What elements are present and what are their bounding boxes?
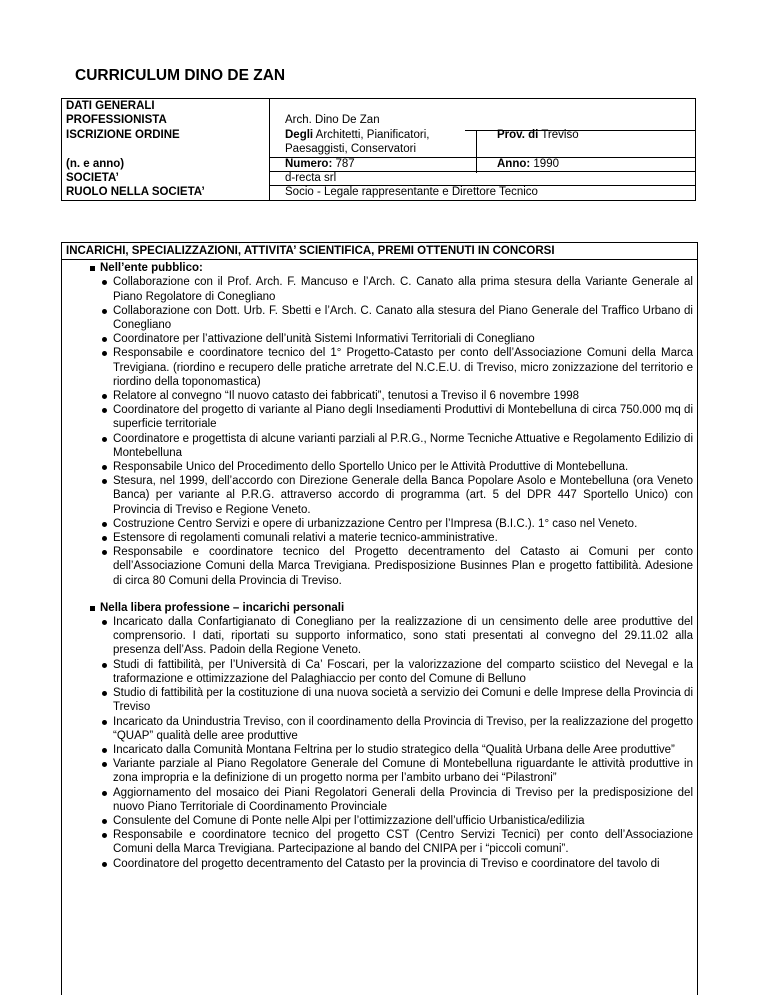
list-item: Responsabile e coordinatore tecnico del Progetto decentramento del Catasto ai Comuni per conto dell’Associazione Comuni della Marca Trevigiana. Predisposizione Businnes Plan e progetto fattibilità. Adesione di circa 80 Comuni della Provincia di Treviso.: [113, 546, 693, 587]
section-title-ente-pubblico: Nell’ente pubblico:: [90, 261, 697, 275]
list-item: Stesura, nel 1999, dell’accordo con Direzione Generale della Banca Popolare Asolo e Montebelluna (ora Veneto Banca) per variante al P.R.G. attraverso accordo di programma (art. 5 del DPR 447 Sportello Unico) con Provincia di Treviso e Regione Veneto.: [113, 475, 693, 516]
list-item: Studio di fattibilità per la costituzione di una nuova società a servizio dei Comuni e delle Imprese della Provincia di Treviso: [113, 687, 693, 714]
professionista-label: PROFESSIONISTA: [66, 114, 167, 127]
societa-label: SOCIETA’: [66, 171, 119, 184]
prov-text: Treviso: [538, 128, 579, 141]
info-values-cell: [270, 99, 696, 201]
list-item: Responsabile Unico del Procedimento dello Sportello Unico per le Attività Produttive di Montebelluna.: [113, 460, 693, 474]
anno-text: 1990: [530, 157, 559, 170]
list-item: Responsabile e coordinatore tecnico del 1° Progetto-Catasto per conto dell’Associazione Comuni della Marca Trevigiana. (riordino e recupero delle pratiche arretrate del N.C.E.U. di Treviso, micro zonizzazione del territorio e riordino della toponomastica): [113, 347, 693, 388]
ente-pubblico-list: [62, 275, 697, 587]
column-divider: [476, 130, 477, 173]
list-item: Responsabile e coordinatore tecnico del progetto CST (Centro Servizi Tecnici) per conto dell’Associazione Comuni della Marca Trevigiana. Partecipazione al bando del CNIPA per i “piccoli comuni”.: [113, 829, 693, 856]
anno-value: [497, 157, 559, 171]
list-item: Coordinatore per l’attivazione dell’unità Sistemi Informativi Territoriali di Conegliano: [113, 332, 693, 346]
general-info-table: [61, 98, 696, 201]
list-item: Incaricato dalla Confartigianato di Conegliano per la realizzazione di un censimento delle aree produttive del comprensorio. I dati, riportati su supporto informatico, sono stati presentati al convegno del 29.11.02 alla presenza dell’Ass. Padoin della Regione Veneto.: [113, 616, 693, 657]
list-item: Relatore al convegno “Il nuovo catasto dei fabbricati”, tenutosi a Treviso il 6 novembre 1998: [113, 389, 693, 403]
list-item: Incaricato dalla Comunità Montana Feltrina per lo studio strategico della “Qualità Urbana delle Aree produttive”: [113, 743, 693, 757]
ordine-line2: Paesaggisti, Conservatori: [285, 143, 417, 156]
numero-divider-top: [269, 157, 696, 158]
dati-generali-label: DATI GENERALI: [66, 100, 155, 112]
ruolo-divider-top: [269, 185, 696, 186]
prov-divider-top: [465, 130, 696, 131]
libera-professione-list: [62, 615, 697, 871]
numero-text: 787: [332, 157, 355, 170]
ordine-bold: Degli: [285, 128, 314, 141]
list-item: Costruzione Centro Servizi e opere di urbanizzazione Centro per l’Impresa (B.I.C.). 1° caso nel Veneto.: [113, 517, 693, 531]
list-item: Coordinatore del progetto di variante al Piano degli Insediamenti Produttivi di Montebelluna di circa 750.000 mq di superficie territoriale: [113, 404, 693, 431]
list-item: Studi di fattibilità, per l’Università di Ca’ Foscari, per la valorizzazione del comparto sciistico del Nevegal e la traformazione e ottimizzazione del Palaghiaccio per conto del Comune di Belluno: [113, 658, 693, 685]
list-item: Aggiornamento del mosaico dei Piani Regolatori Generali della Provincia di Treviso per la predisposizione del nuovo Piano Territoriale di Coordinamento Provinciale: [113, 786, 693, 813]
anno-bold: Anno:: [497, 157, 531, 170]
numero-bold: Numero:: [285, 157, 333, 170]
document-title: CURRICULUM DINO DE ZAN: [75, 67, 286, 84]
list-item: Coordinatore e progettista di alcune varianti parziali al P.R.G., Norme Tecniche Attuative e Regolamento Edilizio di Montebelluna: [113, 432, 693, 459]
societa-value: d-recta srl: [285, 171, 337, 184]
list-item: Coordinatore del progetto decentramento del Catasto per la provincia di Treviso e coordinatore del tavolo di: [113, 857, 693, 871]
list-item: Estensore di regolamenti comunali relativi a materie tecnico-amministrative.: [113, 531, 693, 545]
list-item: Consulente del Comune di Ponte nelle Alpi per l’ottimizzazione dell’ufficio Urbanistica/edilizia: [113, 814, 693, 828]
iscrizione-label: ISCRIZIONE ORDINE: [66, 128, 180, 141]
ruolo-value: Socio - Legale rappresentante e Direttore Tecnico: [285, 186, 538, 199]
numero-value: [285, 157, 691, 171]
list-item: Collaborazione con Dott. Urb. F. Sbetti e l’Arch. C. Canato alla stesura del Piano Generale del Traffico Urbano di Conegliano: [113, 304, 693, 332]
n-anno-label: (n. e anno): [66, 157, 125, 170]
section-title-libera-professione: Nella libera professione – incarichi personali: [90, 601, 697, 615]
info-labels-cell: [62, 99, 270, 201]
professionista-value: Arch. Dino De Zan: [285, 114, 380, 127]
ordine-rest: Architetti, Pianificatori,: [313, 128, 430, 141]
list-item: Incaricato da Unindustria Treviso, con il coordinamento della Provincia di Treviso, per la realizzazione del progetto “QUAP” qualità delle aree produttive: [113, 715, 693, 742]
prov-bold: Prov. di: [497, 128, 539, 141]
incarichi-heading: INCARICHI, SPECIALIZZAZIONI, ATTIVITA’ SCIENTIFICA, PREMI OTTENUTI IN CONCORSI: [62, 243, 697, 260]
list-item: Collaborazione con il Prof. Arch. F. Mancuso e l’Arch. C. Canato alla prima stesura della Variante Generale al Piano Regolatore di Conegliano: [113, 276, 693, 303]
incarichi-section: [61, 242, 698, 995]
list-item: Variante parziale al Piano Regolatore Generale del Comune di Montebelluna riguardante le attività produttive in zona impropria e la definizione di un progetto norma per l’ambito urbano dei “Pilastroni”: [113, 758, 693, 785]
ruolo-label: RUOLO NELLA SOCIETA’: [66, 186, 205, 199]
societa-divider-top: [269, 171, 696, 172]
